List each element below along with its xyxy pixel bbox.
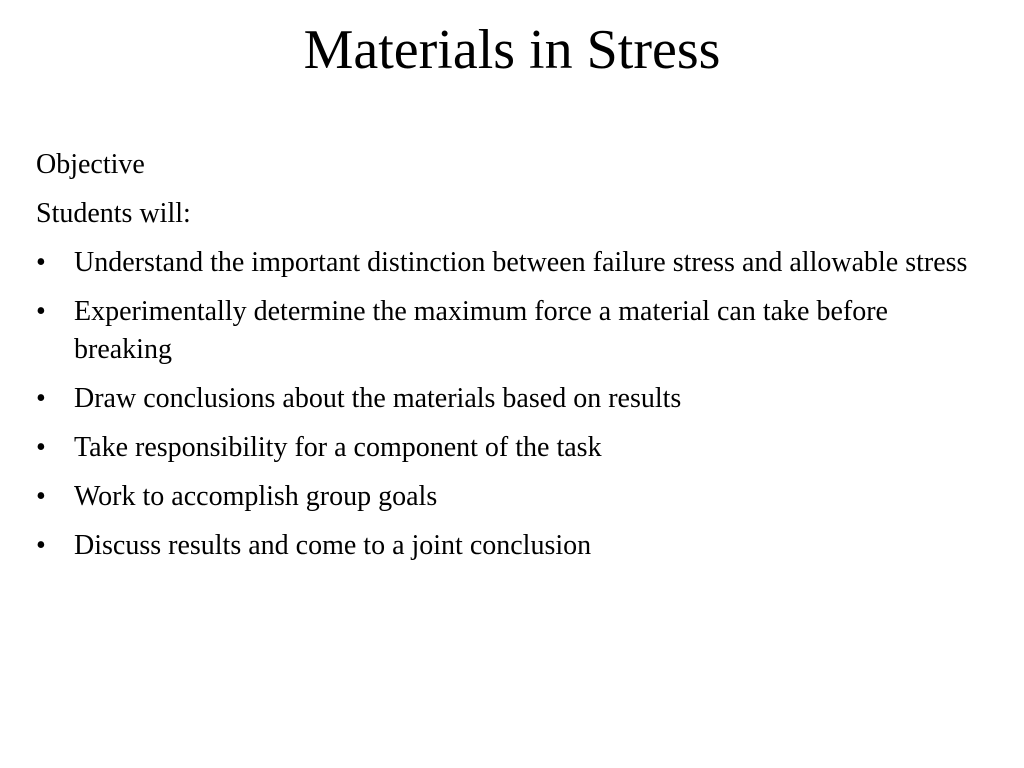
objective-list [36,244,986,565]
objective-item-text: Take responsibility for a component of the task [74,432,602,463]
slide-body [36,146,986,576]
objective-item-text: Work to accomplish group goals [74,481,438,512]
objective-item [36,478,986,516]
objective-item [36,293,986,369]
bullet-icon: • [36,481,46,512]
bullet-icon: • [36,530,46,561]
objective-item [36,380,986,418]
objective-item [36,527,986,565]
bullet-icon: • [36,296,46,327]
bullet-icon: • [36,383,46,414]
objective-item-text: Experimentally determine the maximum force a material can take before breaking [74,296,888,365]
objective-item-text: Understand the important distinction between failure stress and allowable stress [74,247,968,278]
objective-item [36,429,986,467]
objective-item-text: Draw conclusions about the materials based on results [74,383,682,414]
bullet-icon: • [36,432,46,463]
objective-item [36,244,986,282]
slide-title: Materials in Stress [303,19,721,81]
intro-line: Students will: [36,198,191,229]
objective-label: Objective [36,149,145,180]
objective-item-text: Discuss results and come to a joint conclusion [74,530,592,561]
bullet-icon: • [36,247,46,278]
